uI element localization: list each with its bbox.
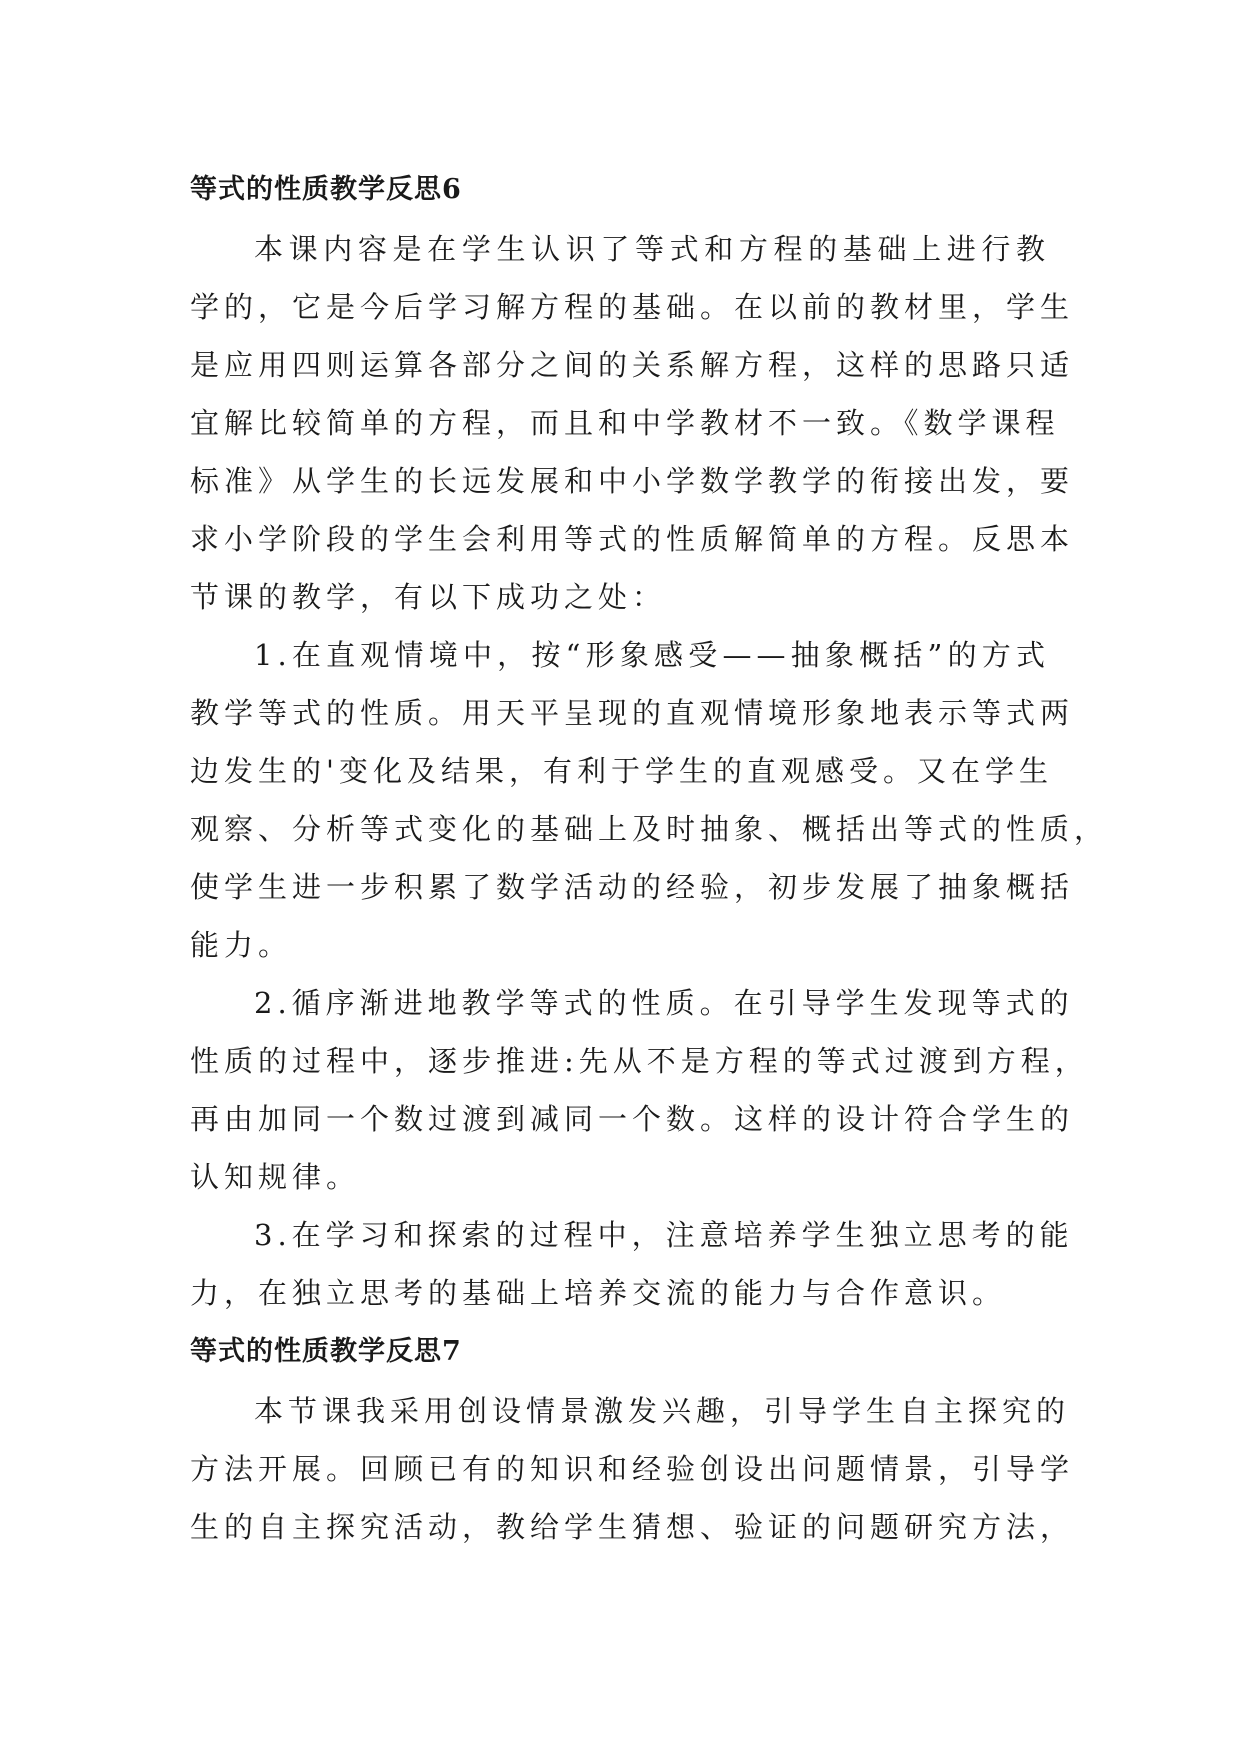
section-heading: 等式的性质教学反思7 <box>190 1336 462 1367</box>
text-line: 节课的教学，有以下成功之处： <box>190 580 667 614</box>
paragraph <box>190 974 1089 1206</box>
text-line: 再由加同一个数过渡到减同一个数。这样的设计符合学生的 <box>190 1102 1075 1136</box>
paragraph <box>190 1382 1075 1556</box>
text-line: 认知规律。 <box>190 1160 361 1194</box>
text-line: 标准》从学生的长远发展和中小学数学教学的衔接出发，要 <box>190 464 1075 498</box>
text-line: 教学等式的性质。用天平呈现的直观情境形象地表示等式两 <box>190 696 1075 730</box>
text-line: 本节课我采用创设情景激发兴趣，引导学生自主探究的 <box>254 1394 1071 1428</box>
text-line: 求小学阶段的学生会利用等式的性质解简单的方程。反思本 <box>190 522 1075 556</box>
paragraph <box>190 220 1075 626</box>
text-line: 宜解比较简单的方程，而且和中学教材不一致。《数学课程 <box>190 406 1060 440</box>
paragraph <box>190 1206 1074 1322</box>
text-line: 生的自主探究活动，教给学生猜想、验证的问题研究方法， <box>190 1510 1075 1544</box>
text-line: 1.在直观情境中，按“形象感受——抽象概括”的方式 <box>254 638 1050 672</box>
text-line: 2.循序渐进地教学等式的性质。在引导学生发现等式的 <box>254 986 1074 1020</box>
paragraph <box>190 626 1109 974</box>
document-page <box>190 160 1109 1556</box>
text-line: 力，在独立思考的基础上培养交流的能力与合作意识。 <box>190 1276 1007 1310</box>
text-line: 边发生的'变化及结果，有利于学生的直观感受。又在学生 <box>190 754 1053 788</box>
text-line: 学的，它是今后学习解方程的基础。在以前的教材里，学生 <box>190 290 1075 324</box>
text-line: 能力。 <box>190 928 293 962</box>
text-line: 方法开展。回顾已有的知识和经验创设出问题情景，引导学 <box>190 1452 1075 1486</box>
text-line: 本课内容是在学生认识了等式和方程的基础上进行教 <box>254 232 1050 266</box>
text-line: 使学生进一步积累了数学活动的经验，初步发展了抽象概括 <box>190 870 1075 904</box>
section-heading: 等式的性质教学反思6 <box>190 174 462 205</box>
text-line: 观察、分析等式变化的基础上及时抽象、概括出等式的性质， <box>190 812 1109 846</box>
text-line: 是应用四则运算各部分之间的关系解方程，这样的思路只适 <box>190 348 1075 382</box>
text-line: 3.在学习和探索的过程中，注意培养学生独立思考的能 <box>254 1218 1074 1252</box>
text-line: 性质的过程中，逐步推进:先从不是方程的等式过渡到方程， <box>190 1044 1089 1078</box>
